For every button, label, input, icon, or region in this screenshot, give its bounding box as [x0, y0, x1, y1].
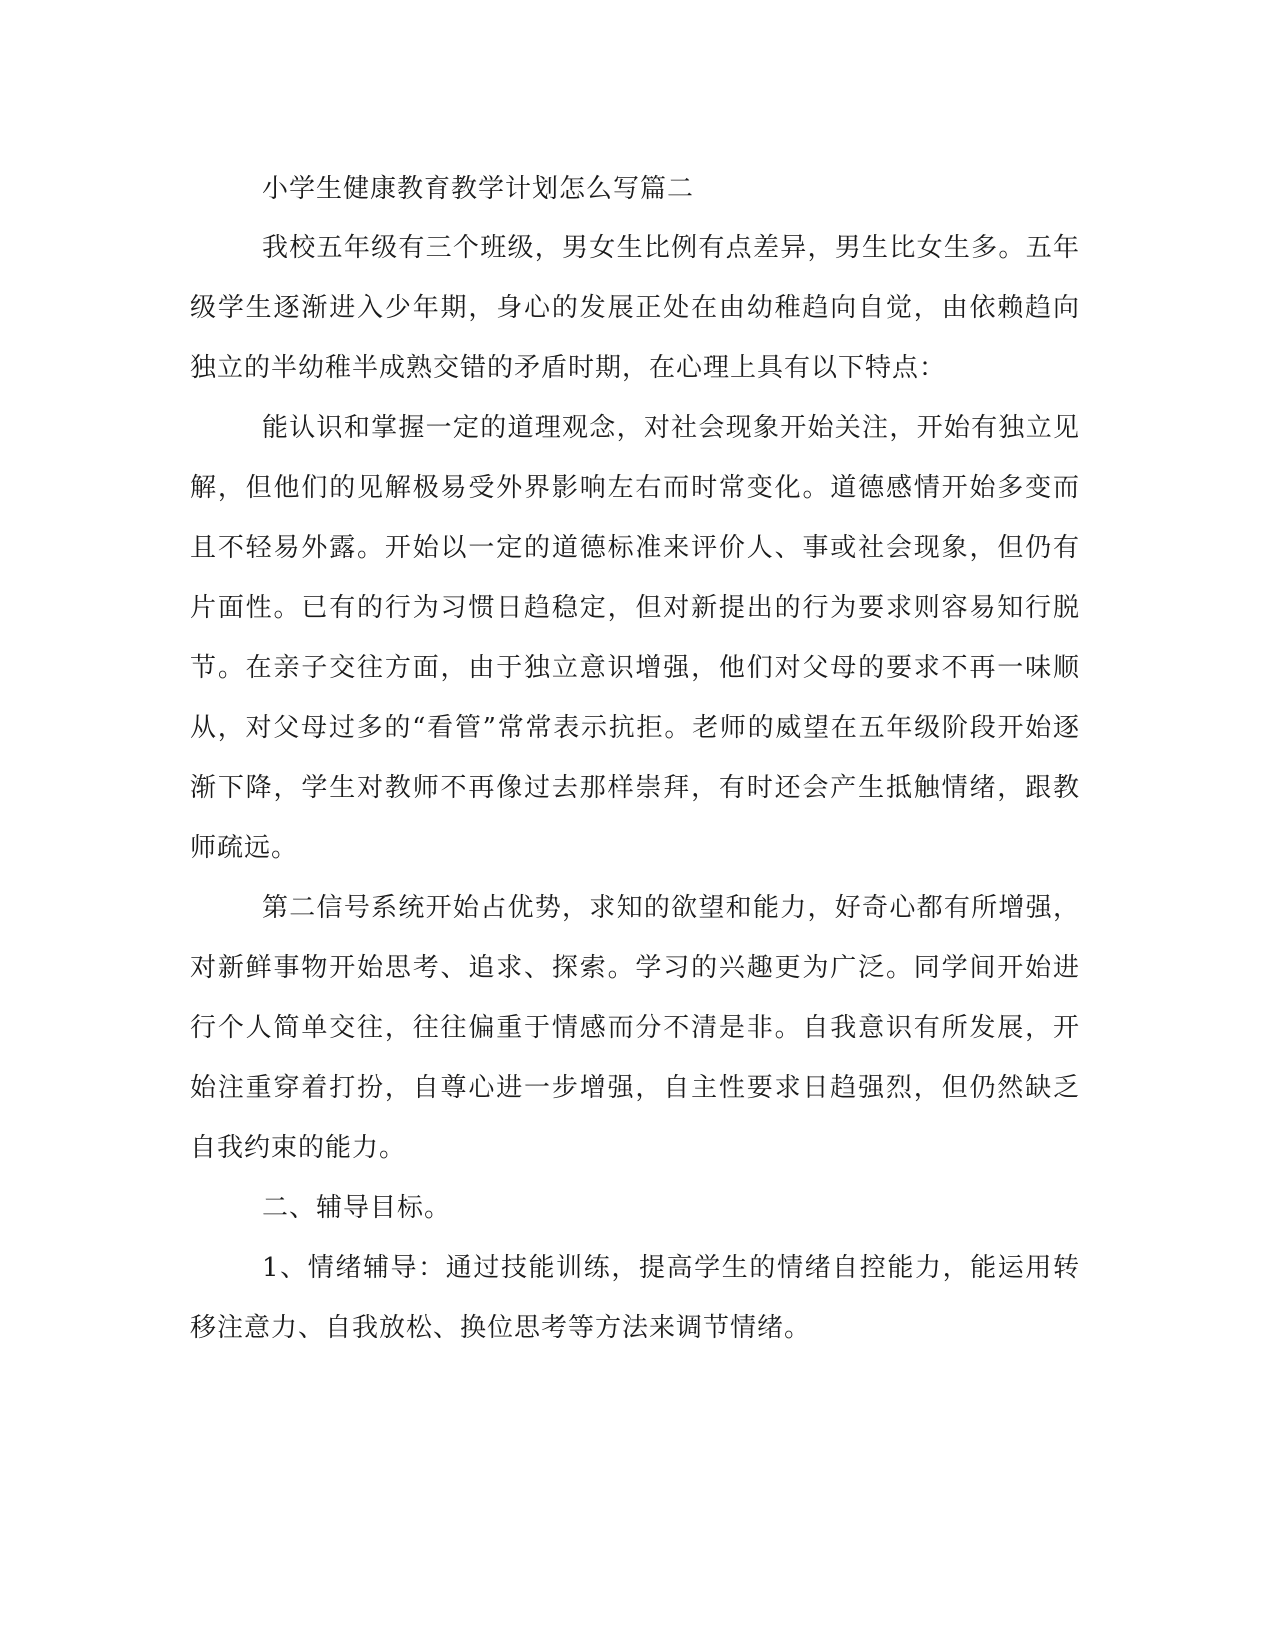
paragraph-emotion-guidance: 1、情绪辅导：通过技能训练，提高学生的情绪自控能力，能运用转移注意力、自我放松、换位思考等方法来调节情绪。 — [190, 1253, 1080, 1343]
paragraph-cognitive-characteristics: 第二信号系统开始占优势，求知的欲望和能力，好奇心都有所增强，对新鲜事物开始思考、追求、探索。学习的兴趣更为广泛。同学间开始进行个人简单交往，往往偏重于情感而分不清是非。自我意识有所发展，开始注重穿着打扮，自尊心进一步增强，自主性要求日趋强烈，但仍然缺乏自我约束的能力。 — [190, 893, 1080, 1163]
paragraph-moral-characteristics: 能认识和掌握一定的道理观念，对社会现象开始关注，开始有独立见解，但他们的见解极易受外界影响左右而时常变化。道德感情开始多变而且不轻易外露。开始以一定的道德标准来评价人、事或社会现象，但仍有片面性。已有的行为习惯日趋稳定，但对新提出的行为要求则容易知行脱节。在亲子交往方面，由于独立意识增强，他们对父母的要求不再一味顺从，对父母过多的“看管”常常表示抗拒。老师的威望在五年级阶段开始逐渐下降，学生对教师不再像过去那样崇拜，有时还会产生抵触情绪，跟教师疏远。 — [190, 413, 1080, 863]
document-title: 小学生健康教育教学计划怎么写篇二 — [262, 174, 695, 204]
paragraph-student-overview: 我校五年级有三个班级，男女生比例有点差异，男生比女生多。五年级学生逐渐进入少年期，身心的发展正处在由幼稚趋向自觉，由依赖趋向独立的半幼稚半成熟交错的矛盾时期，在心理上具有以下特点： — [190, 233, 1080, 383]
section-heading-guidance-goals: 二、辅导目标。 — [262, 1193, 452, 1223]
document-body — [190, 160, 1080, 1358]
